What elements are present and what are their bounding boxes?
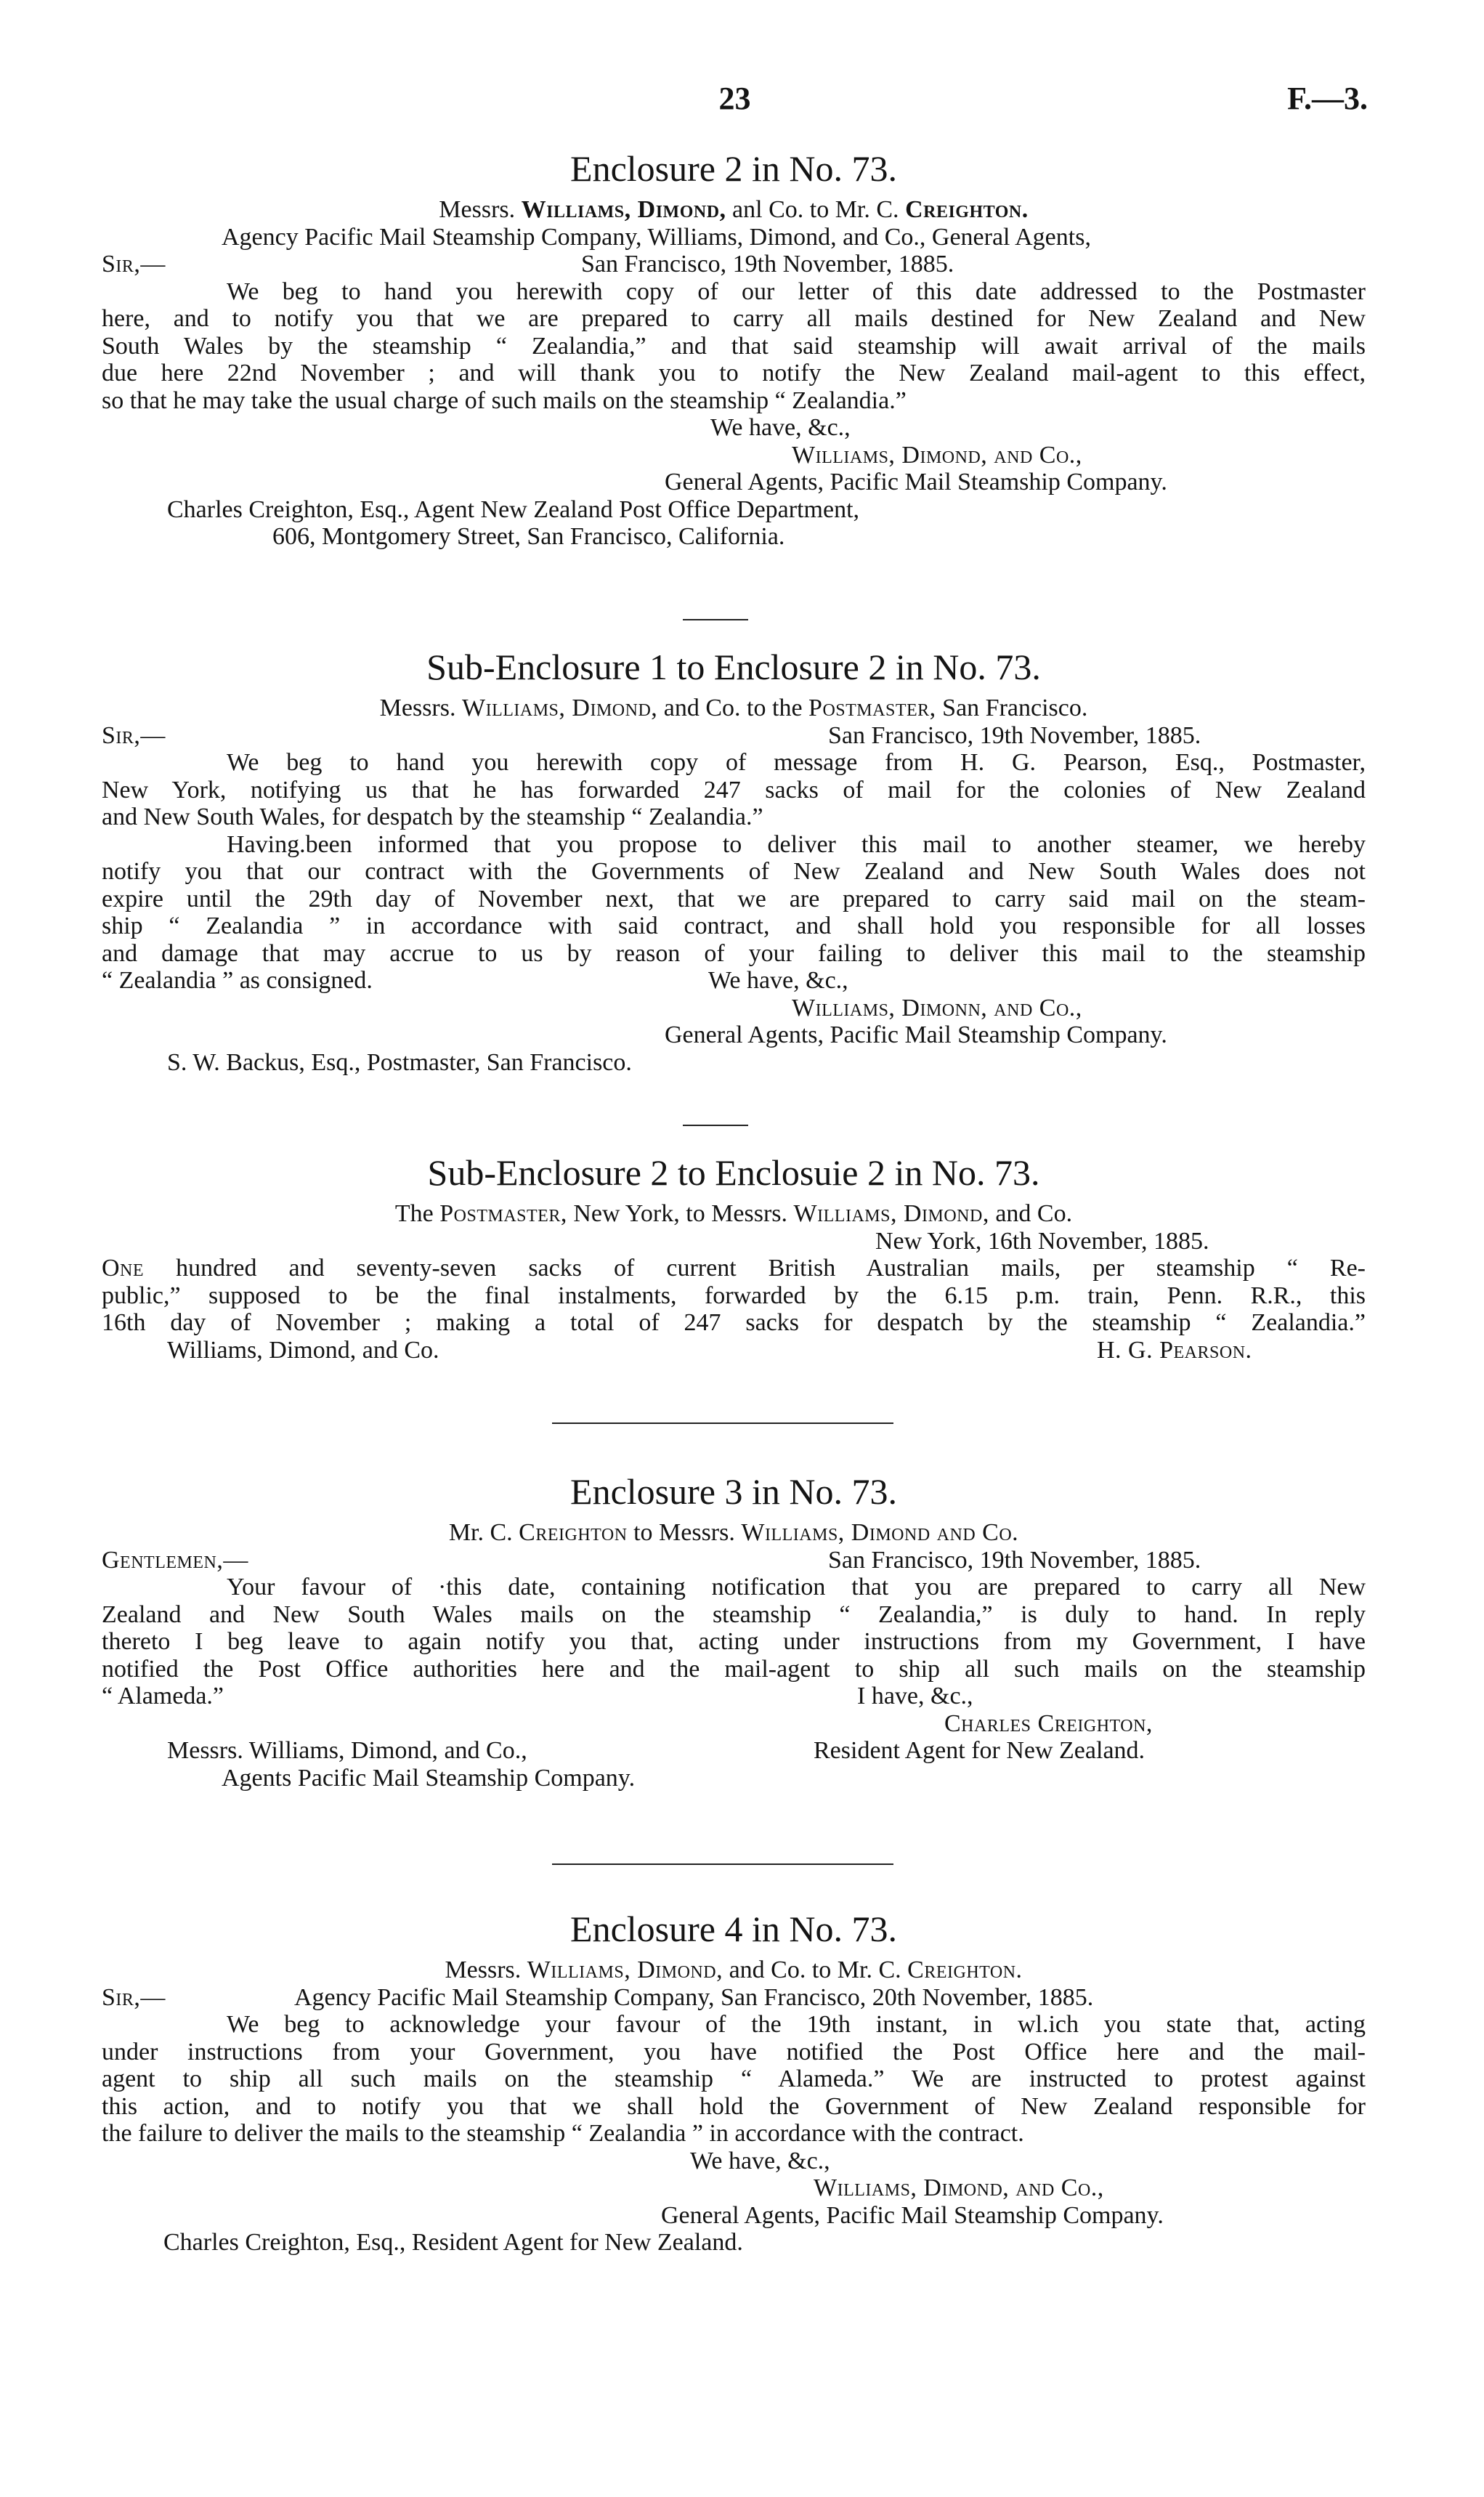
subtitle-text: and Co. to Mr. C. <box>723 1956 908 1983</box>
salutation-row <box>102 1547 1366 1574</box>
signature-title: General Agents, Pacific Mail Steamship Company. <box>665 469 1167 495</box>
page-header <box>102 80 1368 124</box>
dateline: New York, 16th November, 1885. <box>875 1227 1209 1255</box>
subtitle-text: Messrs. <box>445 1956 527 1983</box>
salutation-row <box>102 251 1366 278</box>
salutation: Gentlemen,— <box>102 1546 248 1574</box>
sub-enclosure-1 <box>102 645 1366 1076</box>
subtitle-text: Messrs. <box>379 695 462 721</box>
body-line: New York, notifying us that he has forwarded 247 sacks of mail for the colonies of New Zealand <box>102 776 1366 804</box>
body-line: and New South Wales, for despatch by the steamship “ Zealandia.” <box>102 804 763 830</box>
body-line: here, and to notify you that we are prepared to carry all mails destined for New Zealand and New <box>102 305 1366 332</box>
body-line: under instructions from your Government, you have notified the Post Office here and the mail- <box>102 2038 1366 2065</box>
signature: Charles Creighton, <box>944 1709 1153 1737</box>
enclosure-4-subtitle <box>102 1956 1366 1984</box>
signature-title: Resident Agent for New Zealand. <box>814 1737 1146 1764</box>
body-closing-row <box>102 1683 1366 1710</box>
section-divider <box>552 1422 893 1424</box>
address-line: San Francisco, 19th November, 1885. <box>581 251 954 278</box>
section-divider <box>683 619 748 620</box>
body-line: thereto I beg leave to again notify you that, acting under instructions from my Government, I have <box>102 1628 1366 1655</box>
signature: Williams, Dimonn, and Co., <box>792 994 1082 1021</box>
enclosure-4-title: Enclosure 4 in No. 73. <box>570 1909 897 1949</box>
body-line: public,” supposed to be the final instalments, forwarded by the 6.15 p.m. train, Penn. R.R., this <box>102 1282 1366 1309</box>
subtitle-text: anl Co. to Mr. C. <box>726 196 906 223</box>
body-line: “ Alameda.” <box>102 1683 224 1709</box>
enclosure-4 <box>102 1907 1366 2257</box>
body-line: “ Zealandia ” as consigned. <box>102 967 373 994</box>
section-divider <box>552 1863 893 1865</box>
addressee: 606, Montgomery Street, San Francisco, California. <box>272 523 785 550</box>
signature: Williams, Dimond, and Co., <box>792 441 1082 469</box>
subtitle-name: Williams, Dimond, <box>521 196 726 223</box>
body-line: ship “ Zealandia ” in accordance with said contract, and shall hold you responsible for all losses <box>102 912 1366 939</box>
subtitle-text: New York, to Messrs. <box>567 1200 794 1227</box>
addressee: Agents Pacific Mail Steamship Company. <box>222 1764 636 1792</box>
subtitle-text: and Co. to the <box>657 695 809 721</box>
body-line: due here 22nd November ; and will thank you to notify the New Zealand mail-agent to this effect, <box>102 360 1366 387</box>
signature: Williams, Dimond, and Co., <box>814 2174 1104 2201</box>
closing: We have, &c., <box>690 2147 830 2174</box>
enclosure-2 <box>102 147 1366 551</box>
salutation-row <box>102 1984 1366 2012</box>
closing: I have, &c., <box>857 1683 973 1709</box>
subtitle-name: Williams, Dimond, <box>461 695 658 721</box>
body-line: notified the Post Office authorities here and the mail-agent to ship all such mails on the steamship <box>102 1655 1366 1683</box>
enclosure-3-subtitle <box>102 1519 1366 1547</box>
subtitle-name: Williams, Dimond, <box>793 1200 989 1227</box>
address-line: Agency Pacific Mail Steamship Company, Williams, Dimond, and Co., General Agents, <box>222 223 1091 251</box>
body-line: so that he may take the usual charge of such mails on the steamship “ Zealandia.” <box>102 387 907 414</box>
subtitle-text: San Francisco. <box>936 695 1088 721</box>
sub-enclosure-1-title: Sub-Enclosure 1 to Enclosure 2 in No. 73. <box>426 647 1041 687</box>
section-divider <box>683 1125 748 1126</box>
subtitle-text: and Co. <box>989 1200 1073 1227</box>
addressee: S. W. Backus, Esq., Postmaster, San Francisco. <box>167 1048 632 1076</box>
body-line: Having.been informed that you propose to deliver this mail to another steamer, we hereby <box>227 830 1366 858</box>
dateline: San Francisco, 19th November, 1885. <box>828 721 1201 749</box>
enclosure-3-title: Enclosure 3 in No. 73. <box>570 1471 897 1512</box>
salutation: Sir,— <box>102 251 166 278</box>
body-line: expire until the 29th day of November next, that we are prepared to carry said mail on the steam- <box>102 885 1366 912</box>
enclosure-2-subtitle <box>102 196 1366 224</box>
body-line: notify you that our contract with the Governments of New Zealand and New South Wales does not <box>102 858 1366 885</box>
body-line: the failure to deliver the mails to the steamship “ Zealandia ” in accordance with the contract. <box>102 2120 1024 2147</box>
body-line: Your favour of ·this date, containing notification that you are prepared to carry all New <box>227 1574 1366 1600</box>
sub-enclosure-2-title: Sub-Enclosure 2 to Enclosuie 2 in No. 73. <box>427 1152 1040 1193</box>
subtitle-name: Creighton. <box>905 196 1029 223</box>
signature: H. G. Pearson. <box>1097 1336 1252 1364</box>
sub-enclosure-1-subtitle <box>102 695 1366 722</box>
closing: We have, &c., <box>710 414 851 441</box>
subtitle-text: Mr. C. <box>448 1519 519 1546</box>
body-line: South Wales by the steamship “ Zealandia,” and that said steamship will await arrival of the mails <box>102 332 1366 360</box>
body-line: 16th day of November ; making a total of 247 sacks for despatch by the steamship “ Zealandia.” <box>102 1309 1366 1336</box>
salutation: Sir,— <box>102 1983 166 2011</box>
subtitle-name: Creighton <box>519 1519 628 1546</box>
subtitle-name: Creighton. <box>907 1956 1023 1983</box>
addressee: Charles Creighton, Esq., Agent New Zealand Post Office Department, <box>167 495 860 523</box>
body-line: We beg to acknowledge your favour of the 19th instant, in wl.ich you state that, acting <box>227 2011 1366 2038</box>
body-line: this action, and to notify you that we shall hold the Government of New Zealand responsible for <box>102 2092 1366 2120</box>
page-number: 23 <box>718 81 751 116</box>
document-reference: F.—3. <box>1287 81 1368 116</box>
subtitle-text: Messrs. <box>439 196 522 223</box>
subtitle-name: Williams, Dimond, <box>527 1956 723 1983</box>
addressee: Messrs. Williams, Dimond, and Co., <box>167 1737 527 1764</box>
sub-enclosure-2 <box>102 1151 1366 1364</box>
closing: We have, &c., <box>708 967 848 994</box>
subtitle-text: to Messrs. <box>627 1519 742 1546</box>
body-line: agent to ship all such mails on the steamship “ Alameda.” We are instructed to protest against <box>102 2065 1366 2092</box>
sign-off-row <box>102 1337 1366 1364</box>
address-line: Agency Pacific Mail Steamship Company, San Francisco, 20th November, 1885. <box>294 1983 1094 2011</box>
subtitle-text: The <box>394 1200 440 1227</box>
subtitle-name: Williams, Dimond and Co. <box>741 1519 1019 1546</box>
body-line: and damage that may accrue to us by reason of your failing to deliver this mail to the steamship <box>102 939 1366 967</box>
enclosure-2-title: Enclosure 2 in No. 73. <box>570 148 897 189</box>
salutation-row <box>102 722 1366 750</box>
body-text: hundred and seventy-seven sacks of current British Australian mails, per steamship “ Re- <box>144 1255 1366 1282</box>
body-line: Zealand and New South Wales mails on the steamship “ Zealandia,” is duly to hand. In reply <box>102 1600 1366 1628</box>
addressee: Williams, Dimond, and Co. <box>167 1336 439 1364</box>
subtitle-name: Postmaster, <box>808 695 936 721</box>
signature-title: General Agents, Pacific Mail Steamship Company. <box>665 1021 1167 1048</box>
addressee: Charles Creighton, Esq., Resident Agent for New Zealand. <box>163 2229 743 2256</box>
dateline: San Francisco, 19th November, 1885. <box>828 1546 1201 1574</box>
body-line: We beg to hand you herewith copy of message from H. G. Pearson, Esq., Postmaster, <box>227 749 1366 776</box>
subtitle-name: Postmaster, <box>439 1200 567 1227</box>
enclosure-3 <box>102 1470 1366 1792</box>
body-first-word: One <box>102 1255 145 1282</box>
signature-title: General Agents, Pacific Mail Steamship Company. <box>661 2201 1164 2229</box>
salutation: Sir,— <box>102 721 166 749</box>
body-closing-row <box>102 967 1366 995</box>
sub-enclosure-2-subtitle <box>102 1200 1366 1228</box>
body-line <box>102 1255 1366 1282</box>
addressee-row <box>102 1737 1366 1765</box>
body-line: We beg to hand you herewith copy of our letter of this date addressed to the Postmaster <box>227 278 1366 305</box>
